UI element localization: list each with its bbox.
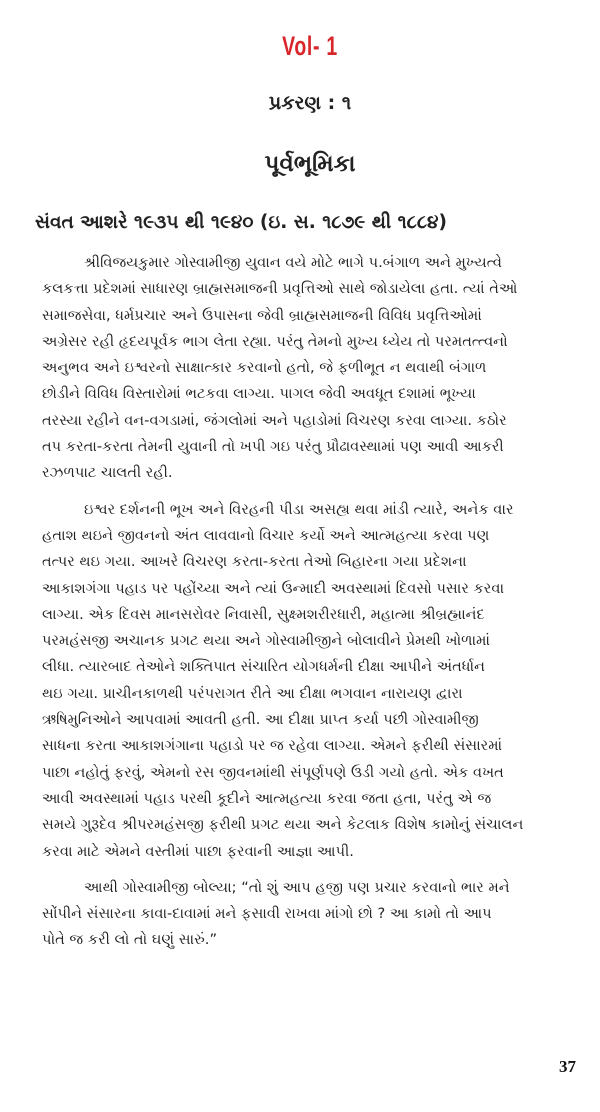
- text-line: સમાજસેવા, ધર્મપ્રચાર અને ઉપાસના જેવી બ્રાહ્મસમાજની વિવિધ પ્રવૃત્તિઓમાં: [42, 306, 482, 324]
- period-subheading: સંવત આશરે ૧૯૩૫ થી ૧૯૪૦ (ઇ. સ. ૧૮૭૯ થી ૧૮૮૪): [35, 212, 447, 233]
- page-number: 37: [559, 1057, 576, 1076]
- text-line: તપ કરતા-કરતા તેમની યુવાની તો ખપી ગઇ પરંતુ પ્રૌઢાવસ્થામાં પણ આવી આકરી: [42, 438, 504, 456]
- text-line: ઇશ્વર દર્શનની ભૂખ અને વિરહની પીડા અસહ્ય થવા માંડી ત્યારે, અનેક વાર: [84, 500, 514, 518]
- text-line: આવી અવસ્થામાં પહાડ પરથી કૂદીને આત્મહત્યા કરવા જતા હતા, પરંતુ એ જ: [42, 789, 492, 807]
- page-title: પૂર્વભૂમિકા: [264, 151, 356, 177]
- text-line: કલકત્તા પ્રદેશમાં સાધારણ બ્રાહ્મસમાજની પ્રવૃત્તિઓ સાથે જોડાયેલા હતા. ત્યાં તેઓ: [42, 280, 518, 298]
- text-line: પાછા નહોતું ફરવું, એમનો રસ જીવનમાંથી સંપૂર્ણપણે ઉડી ગયો હતો. એક વખત: [42, 763, 504, 781]
- text-line: રઝળપાટ ચાલતી રહી.: [42, 464, 173, 482]
- text-line: છોડીને વિવિધ વિસ્તારોમાં ભટકવા લાગ્યા. પાગલ જેવી અવધૂત દશામાં ભૂખ્યા: [42, 385, 476, 403]
- text-line: આથી ગોસ્વામીજી બોલ્યા; “તો શું આપ હજી પણ પ્રચાર કરવાનો ભાર મને: [84, 878, 510, 896]
- text-line: આકાશગંગા પહાડ પર પહોંચ્યા અને ત્યાં ઉન્માદી અવસ્થામાં દિવસો પસાર કરવા: [42, 579, 505, 597]
- text-line: થઇ ગયા. પ્રાચીનકાળથી પરંપરાગત રીતે આ દીક્ષા ભગવાન નારાયણ દ્વારા: [42, 684, 463, 702]
- text-line: પોતે જ કરી લો તો ઘણું સારું.”: [42, 931, 218, 949]
- text-line: શ્રીવિજયકુમાર ગોસ્વામીજી યુવાન વયે મોટે ભાગે પ.બંગાળ અને મુખ્યત્વે: [84, 254, 502, 271]
- chapter-heading: પ્રકરણ : ૧: [268, 92, 352, 114]
- paragraph-2: [42, 497, 578, 865]
- text-line: સોંપીને સંસારના કાવા-દાવામાં મને ફસાવી રાખવા માંગો છો ? આ કામો તો આપ: [42, 905, 492, 923]
- text-line: પરમહંસજી અચાનક પ્રગટ થયા અને ગોસ્વામીજીને બોલાવીને પ્રેમથી ખોળામાં: [42, 632, 490, 650]
- text-line: તરસ્યા રહીને વન-વગડામાં, જંગલોમાં અને પહાડોમાં વિચરણ કરવા લાગ્યા. કઠોર: [42, 411, 507, 429]
- text-line: અનુભવ અને ઇશ્વરનો સાક્ષાત્કાર કરવાનો હતો, જે ફળીભૂત ન થવાથી બંગાળ: [42, 359, 487, 377]
- paragraph-1: [42, 250, 578, 487]
- text-line: તત્પર થઇ ગયા. આખરે વિચરણ કરતા-કરતા તેઓ બિહારના ગયા પ્રદેશના: [42, 553, 467, 571]
- paragraph-3: [42, 875, 578, 954]
- text-line: કરવા માટે એમને વસ્તીમાં પાછા ફરવાની આજ્ઞા આપી.: [42, 842, 354, 860]
- text-line: હતાશ થઇને જીવનનો અંત લાવવાનો વિચાર કર્યો અને આત્મહત્યા કરવા પણ: [42, 526, 490, 544]
- text-line: સાધના કરતા આકાશગંગાના પહાડો પર જ રહેવા લાગ્યા. એમને ફરીથી સંસારમાં: [42, 737, 503, 755]
- text-line: લીધા. ત્યારબાદ તેઓને શક્તિપાત સંચારિત યોગધર્મની દીક્ષા આપીને અંતર્ધાન: [42, 658, 485, 676]
- text-line: અગ્રેસર રહી હૃદયપૂર્વક ભાગ લેતા રહ્યા. પરંતુ તેમનો મુખ્ય ધ્યેય તો પરમતત્ત્વનો: [42, 332, 508, 350]
- text-line: સમયે ગુરૂદેવ શ્રીપરમહંસજી ફરીથી પ્રગટ થયા અને કેટલાક વિશેષ કામોનું સંચાલન: [42, 816, 524, 834]
- text-line: લાગ્યા. એક દિવસ માનસરોવર નિવાસી, સુક્ષ્મશરીરધારી, મહાત્મા શ્રીબ્રહ્માનંદ: [42, 605, 485, 623]
- text-line: ઋષિમુનિઓને આપવામાં આવતી હતી. આ દીક્ષા પ્રાપ્ત કર્યા પછી ગોસ્વામીજી: [42, 711, 479, 729]
- volume-heading: Vol- 1: [282, 31, 338, 61]
